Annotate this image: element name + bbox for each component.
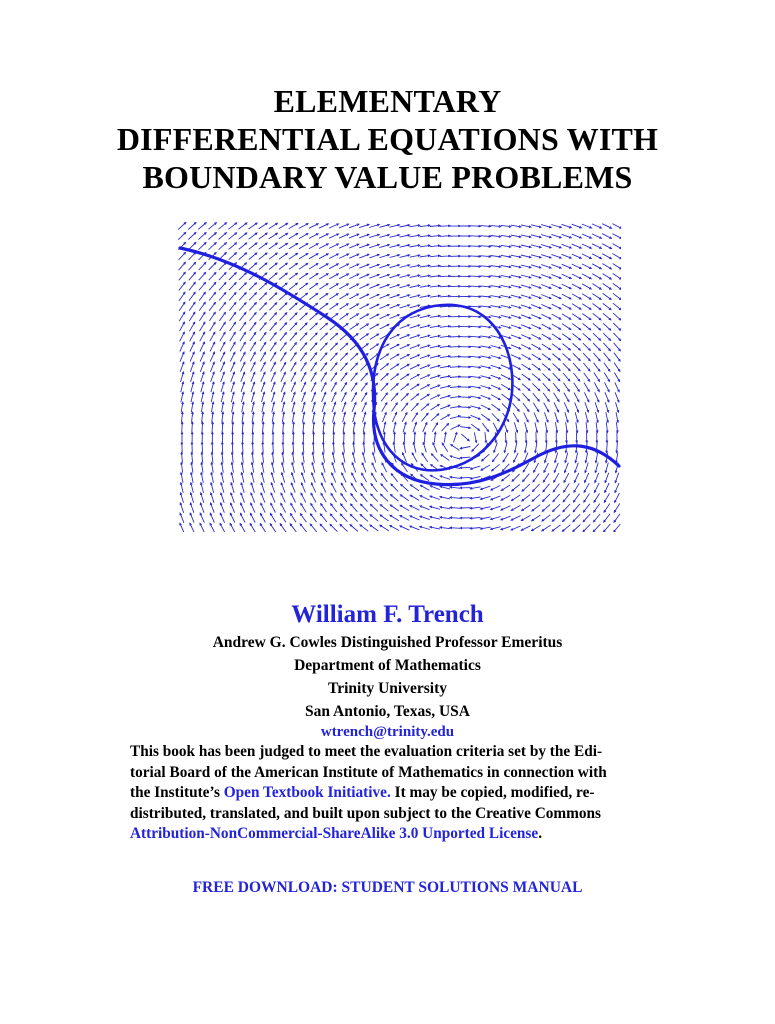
title-line-3: BOUNDARY VALUE PROBLEMS xyxy=(142,159,633,195)
notice-line-5 xyxy=(130,824,646,845)
page-title xyxy=(0,82,775,196)
notice-line-3-text-a: the Institute’s xyxy=(130,784,224,801)
notice-line-5-text-b: . xyxy=(538,825,543,842)
author-affiliation-3: Trinity University xyxy=(328,680,447,697)
cover-figure xyxy=(178,222,621,532)
author-name: William F. Trench xyxy=(291,601,484,628)
title-line-1: ELEMENTARY xyxy=(273,83,502,119)
license-link[interactable]: Attribution-NonCommercial-ShareAlike 3.0 Unported License xyxy=(130,825,539,842)
notice-line-4: distributed, translated, and built upon subject to the Creative Commons xyxy=(130,804,601,822)
notice-line-1: This book has been judged to meet the evaluation criteria set by the Edi- xyxy=(130,743,603,760)
open-textbook-initiative-link[interactable]: Open Textbook Initiative. xyxy=(223,784,391,801)
free-download-line xyxy=(0,879,775,897)
author-affiliation-1: Andrew G. Cowles Distinguished Professor Emeritus xyxy=(212,634,563,651)
direction-field-icon xyxy=(178,222,621,532)
author-email-link[interactable]: wtrench@trinity.edu xyxy=(320,724,455,740)
student-solutions-manual-link[interactable]: FREE DOWNLOAD: STUDENT SOLUTIONS MANUAL xyxy=(192,879,583,896)
notice-line-3 xyxy=(130,783,646,804)
evaluation-notice xyxy=(130,742,646,845)
notice-line-3-text-b: It may be copied, modified, re- xyxy=(390,784,595,801)
author-affiliation-2: Department of Mathematics xyxy=(294,657,481,674)
title-line-2: DIFFERENTIAL EQUATIONS WITH xyxy=(116,121,659,157)
notice-line-2: torial Board of the American Institute of Mathematics in connection with xyxy=(130,763,607,781)
author-affiliation-4: San Antonio, Texas, USA xyxy=(305,703,470,720)
author-block xyxy=(0,600,775,743)
